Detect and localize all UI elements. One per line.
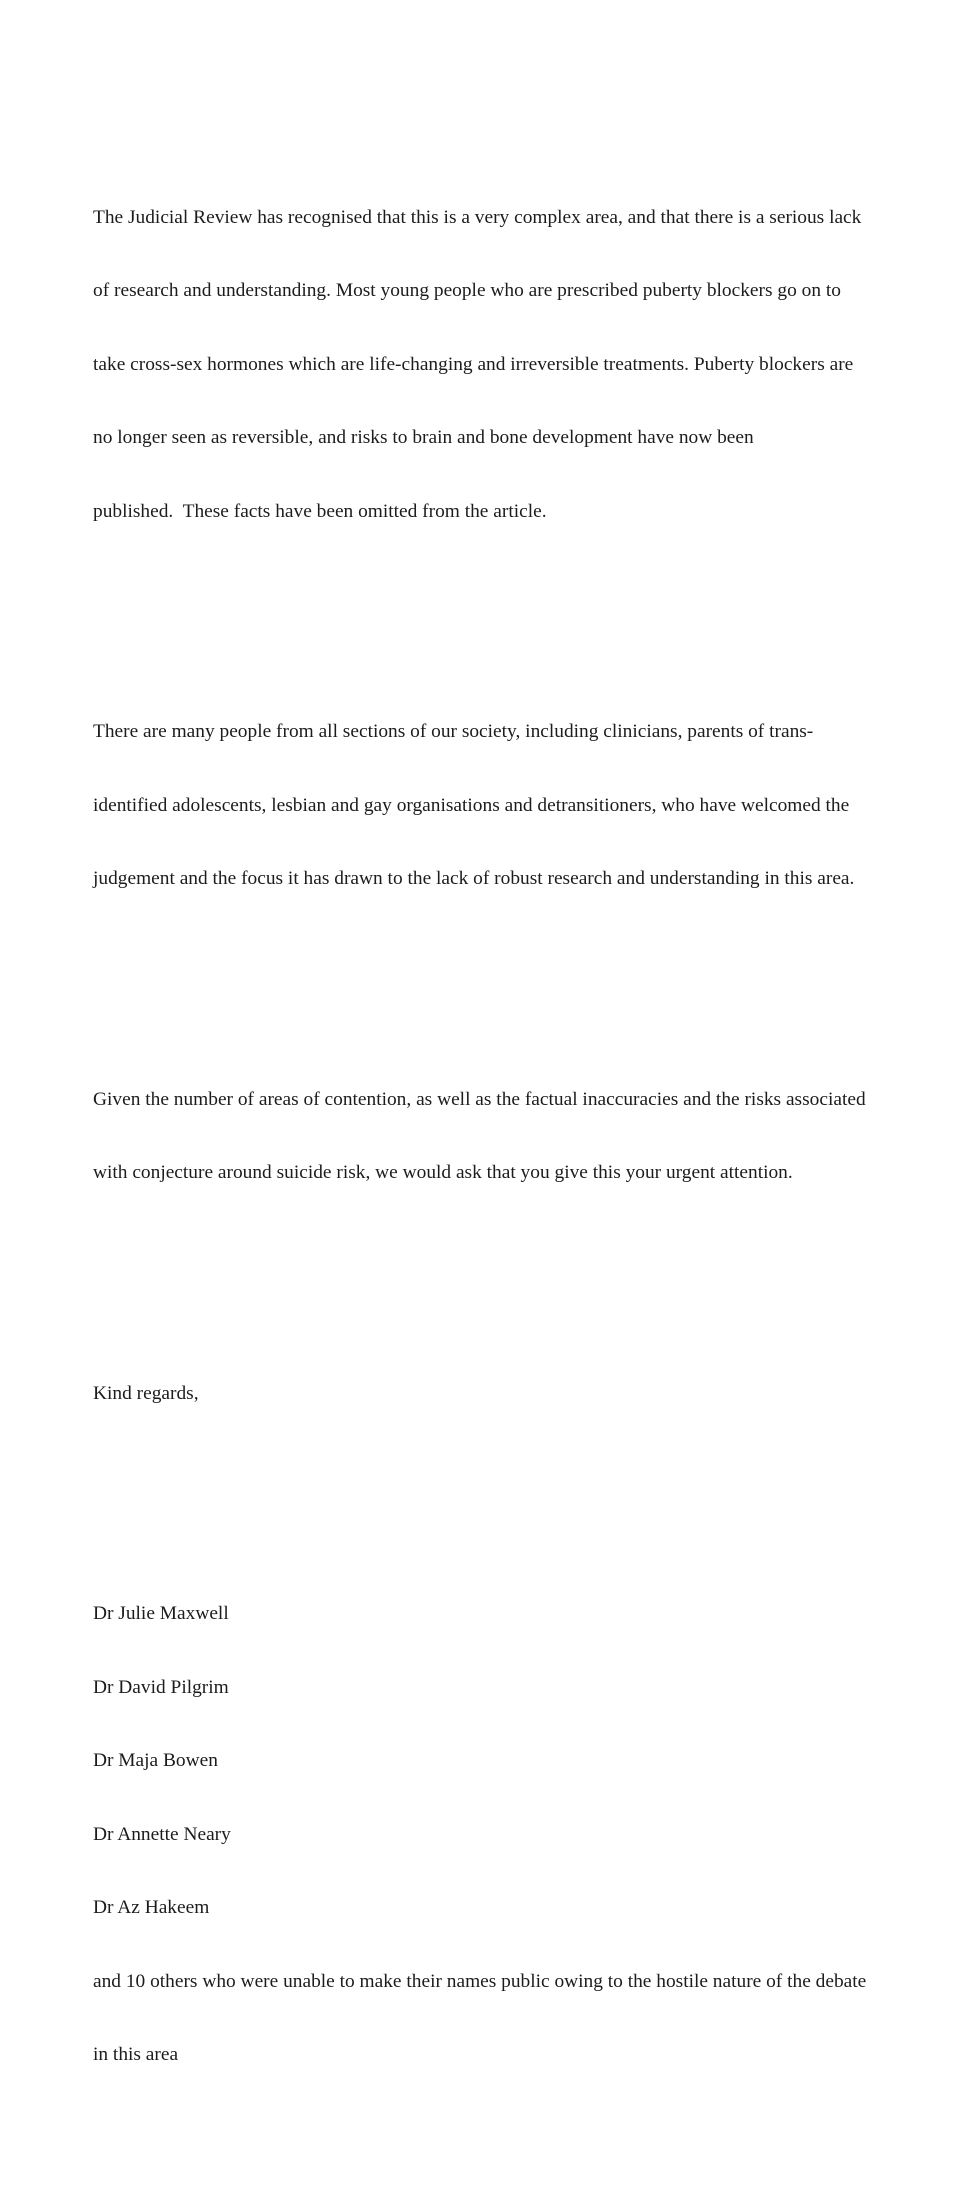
signatory-name: Dr David Pilgrim [93, 1676, 229, 1698]
paragraph-line: There are many people from all sections of our society, including clinicians, parents of trans- [93, 721, 814, 742]
paragraph-line: no longer seen as reversible, and risks to brain and bone development have now been [93, 427, 754, 448]
signatory-name: Dr Maja Bowen [93, 1750, 218, 1771]
paragraph-line: judgement and the focus it has drawn to the lack of robust research and understanding in this area. [93, 868, 855, 889]
closing-salutation [93, 1333, 893, 1456]
signatory-list [93, 1553, 893, 2117]
paragraph-line: The Judicial Review has recognised that this is a very complex area, and that there is a serious lack [93, 206, 862, 228]
letter-body [93, 83, 893, 2190]
signatory-name: Dr Az Hakeem [93, 1897, 210, 1918]
paragraph-request-attention [93, 1039, 893, 1235]
paragraph-society-support [93, 671, 893, 941]
paragraph-judicial-review [93, 157, 893, 574]
others-note-line: in this area [93, 2044, 179, 2065]
others-note-line: and 10 others who were unable to make their names public owing to the hostile nature of the debate [93, 1970, 867, 1992]
paragraph-line: with conjecture around suicide risk, we would ask that you give this your urgent attention. [93, 1162, 793, 1183]
closing-text: Kind regards, [93, 1382, 199, 1404]
paragraph-line: of research and understanding. Most young people who are prescribed puberty blockers go on to [93, 280, 841, 301]
paragraph-line: Given the number of areas of contention, as well as the factual inaccuracies and the risks associated [93, 1088, 866, 1110]
paragraph-line: identified adolescents, lesbian and gay organisations and detransitioners, who have welcomed the [93, 794, 850, 816]
paragraph-line: published. These facts have been omitted from the article. [93, 500, 547, 522]
signatory-name: Dr Annette Neary [93, 1823, 231, 1845]
signatory-name: Dr Julie Maxwell [93, 1603, 229, 1624]
paragraph-line: take cross-sex hormones which are life-changing and irreversible treatments. Puberty blockers are [93, 353, 854, 375]
